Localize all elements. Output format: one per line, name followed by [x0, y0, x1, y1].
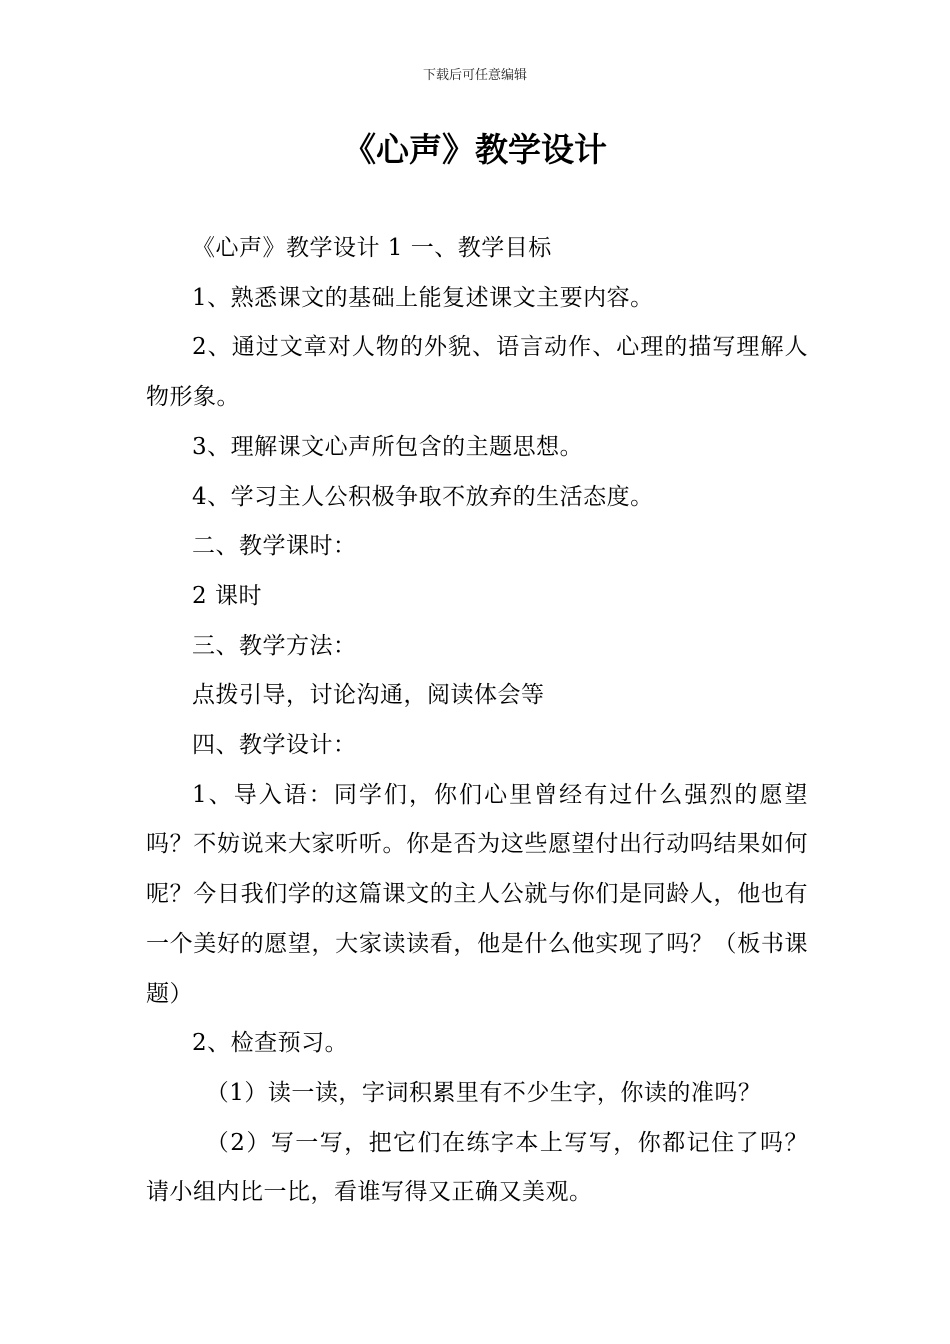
- paragraph-goal-3: 3、理解课文心声所包含的主题思想。: [192, 433, 584, 460]
- header-note: 下载后可任意编辑: [422, 68, 527, 83]
- paragraph-goal-4: 4、学习主人公积极争取不放弃的生活态度。: [192, 483, 654, 510]
- paragraph-write: （2）写一写，把它们在练字本上写写，你都记住了吗？请小组内比一比，看谁写得又正确又美观。: [146, 1129, 808, 1206]
- paragraph-goal-1: 1、熟悉课文的基础上能复述课文主要内容。: [192, 284, 654, 311]
- section-heading-design: 四、教学设计：: [192, 732, 357, 759]
- section-heading-hours: 二、教学课时：: [192, 533, 357, 560]
- paragraph-hours: 2 课时: [192, 582, 262, 609]
- paragraph-goal-2: 2、通过文章对人物的外貌、语言动作、心理的描写理解人物形象。: [146, 334, 808, 411]
- paragraph-read: （1）读一读，字词积累里有不少生字，你读的准吗？: [205, 1079, 762, 1106]
- paragraph-preview-check: 2、检查预习。: [192, 1030, 349, 1057]
- document-body: [146, 224, 808, 1218]
- paragraph-methods: 点拨引导，讨论沟通，阅读体会等: [192, 682, 545, 709]
- section-heading-methods: 三、教学方法：: [192, 632, 357, 659]
- paragraph-intro-talk: 1、导入语：同学们，你们心里曾经有过什么强烈的愿望吗？不妨说来大家听听。你是否为这些愿望付出行动吗结果如何呢？今日我们学的这篇课文的主人公就与你们是同龄人，他也有一个美好的愿望，大家读读看，他是什么他实现了吗？（板书课题）: [146, 781, 808, 1007]
- document-title: 《心声》教学设计: [343, 130, 607, 169]
- paragraph-intro: 《心声》教学设计 1 一、教学目标: [192, 235, 552, 261]
